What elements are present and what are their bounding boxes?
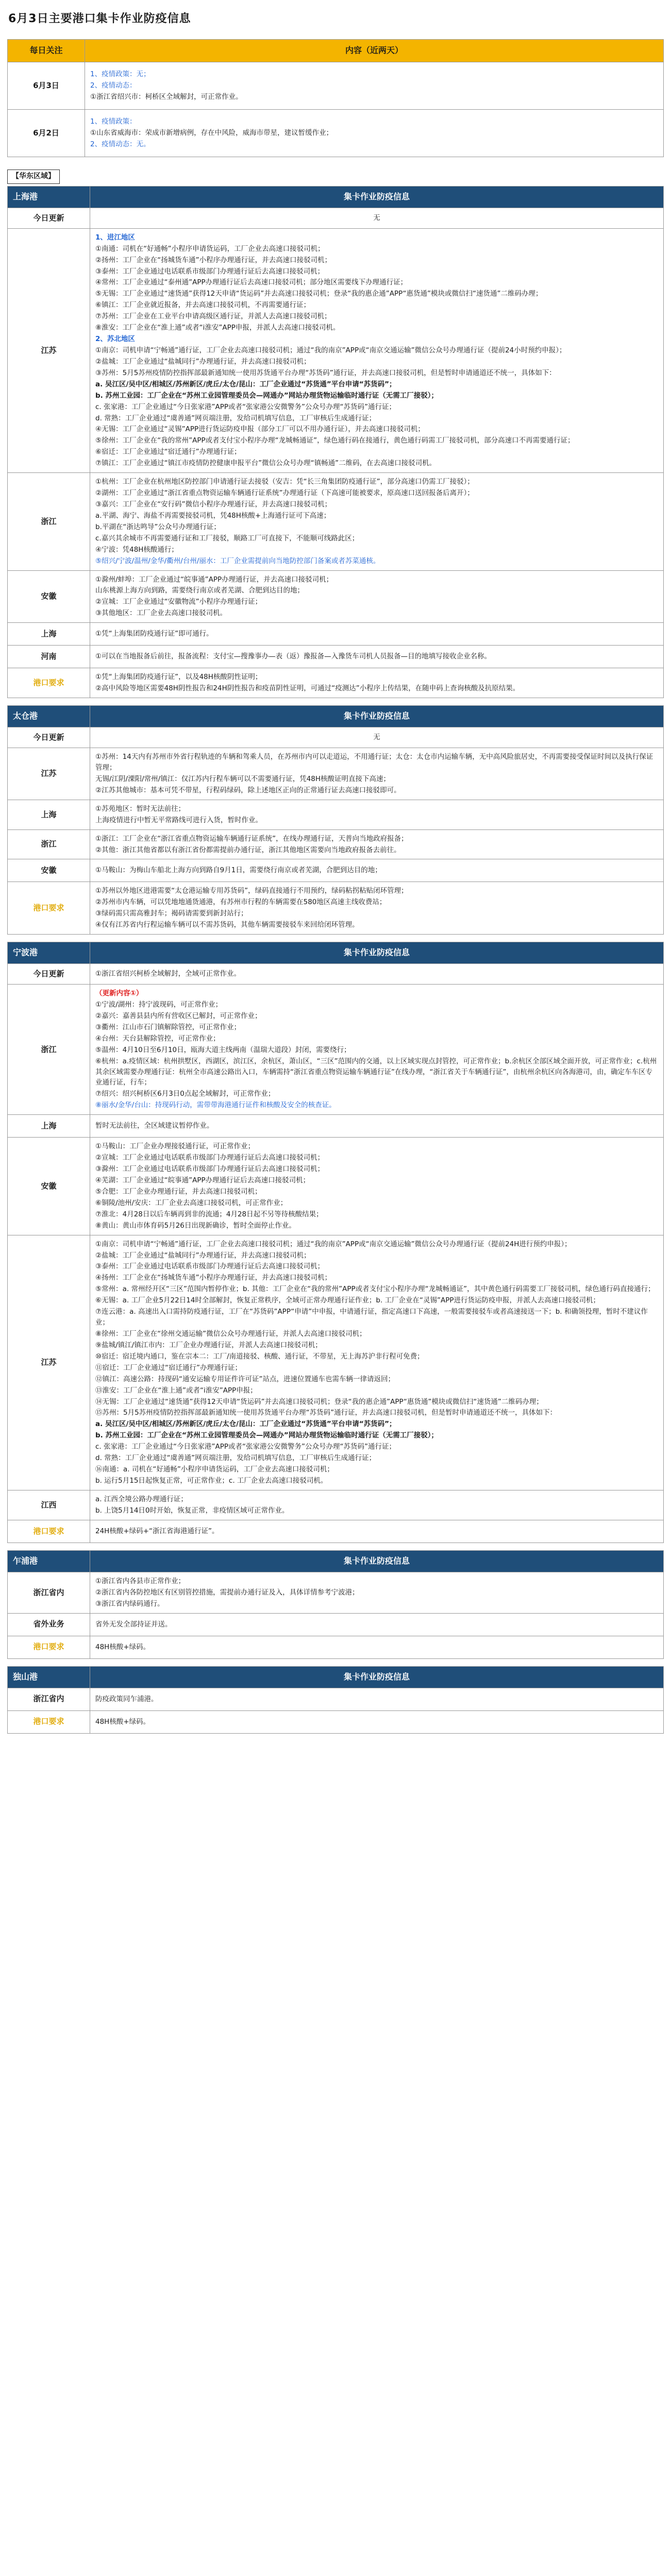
- group-line: ⑧丽水/金华/台山：持现码行动，需带带海港通行证件和核酸及安全的核查证。: [95, 1101, 336, 1110]
- group-line: ④无锡：工厂企业通过“灵锡”APP进行货运防疫申报（部分工厂可以不用办通行证），并去高速口接驳司机；: [95, 425, 425, 434]
- group-line: ④扬州：工厂企业在“扬城货车通”小程序办理通行证，并去高速口接驳司机；: [95, 1274, 332, 1282]
- group-line: ①苏州：14天内有苏州市外省行程轨迹的车辆和驾乘人员，在苏州市内可以走道运，不用通行证；太仓：太仓市内运输车辆，无中高风险旅居史，不再需要接受保证时间以及执行保证管理；: [95, 753, 653, 772]
- group-line: ⑬淮安：工厂企业在“淮上通”或者“i淮安”APP申报；: [95, 1386, 257, 1395]
- group-label: 安徽: [8, 570, 90, 623]
- group-label: 上海: [8, 800, 90, 829]
- group-label: 上海: [8, 623, 90, 646]
- group-label: 港口要求: [8, 1710, 90, 1733]
- group-label: 江苏: [8, 1235, 90, 1490]
- group-line: a. 吴江区/吴中区/相城区/苏州新区/虎丘/太仓/昆山：工厂企业通过“苏货通”平台申请“苏货码”；: [95, 380, 396, 388]
- port-header: 集卡作业防疫信息: [90, 1666, 664, 1688]
- summary-date: 6月2日: [8, 110, 85, 157]
- group-line: ①杭州：工厂企业在杭州地区防控部门申请通行证去接驳（安吉：凭“长三角集团防疫通行证”，部分高速口仍需工厂接驳）；: [95, 478, 474, 486]
- group-line: ①浙江省内各县市正常作业；: [95, 1577, 186, 1585]
- group-line: ⑯南通：a. 司机在“好通畅”小程序申请货运码，工厂企业去高速口接驳司机；: [95, 1465, 334, 1474]
- group-line: ①马鞍山：为梅山车船北上海方向到路自9月1日，需要绕行南京或者芜湖，合肥到达目的地；: [95, 866, 382, 875]
- group-content: [90, 829, 664, 859]
- dushan-port-table: [7, 1666, 664, 1734]
- group-line: ③浙江省内绿码通行。: [95, 1599, 164, 1608]
- group-line: ②嘉兴：嘉善县县内所有营收区已解封，可正常作业；: [95, 1011, 262, 1020]
- group-label: 港口要求: [8, 668, 90, 698]
- port-header: 集卡作业防疫信息: [90, 942, 664, 964]
- group-line: ②其他：浙江其他省都以有浙江省份都需提前办通行证，浙江其他地区需要向当地政府报备去前往。: [95, 845, 401, 854]
- group-line: ⑤无锡：工厂企业通过“速货通”获得12天申请“货运码”并去高速口接驳司机；登录“我的惠企通”APP“惠货通”模块或微信扫“速货通”二维码办理；: [95, 290, 543, 298]
- group-content: [90, 1235, 664, 1490]
- group-line: ⑮苏州：5月5苏州疫情防控指挥部最新通知统一使用苏货通平台办理“苏货码”通行证，并去高速口接驳司机，但是暂时申请通道还不统一，具体如下：: [95, 1409, 557, 1417]
- group-content: [90, 859, 664, 882]
- group-line: ⑧徐州：工厂企业在“徐州交通运输”微信公众号办理通行证，并派人去高速口接驳司机；: [95, 1330, 366, 1338]
- group-line: ①凭“上海集团防疫通行证”，以及48H核酸阴性证明；: [95, 673, 262, 682]
- group-line: ⑤合肥：工厂企业办理通行证，并去高速口接驳司机；: [95, 1187, 262, 1196]
- today-update-label: 今日更新: [8, 964, 90, 985]
- group-label: 港口要求: [8, 882, 90, 935]
- group-line: ④芜湖：工厂企业通过“皖事通”APP办理通行证后去高速口接驳司机；: [95, 1176, 310, 1185]
- group-line: ③泰州：工厂企业通过电话联系市级部门办理通行证后去高速口接驳司机；: [95, 267, 325, 276]
- group-line: 24H核酸+绿码+“浙江省海港通行证”。: [95, 1527, 219, 1535]
- group-line: ①苏苑地区：暂时无法前往；: [95, 804, 186, 813]
- group-line: 48H核酸+绿码。: [95, 1642, 150, 1651]
- group-line: ⑥宿迁：工厂企业通过“宿迁通行”办理通行证；: [95, 448, 241, 456]
- group-line: ①凭“上海集团防疫通行证”即可通行。: [95, 630, 213, 638]
- group-line: ②扬州：工厂企业在“扬城货车通”小程序办理通行证，并去高速口接驳司机；: [95, 256, 332, 264]
- group-content: [90, 570, 664, 623]
- summary-line: 2、疫情动态：: [90, 81, 137, 90]
- group-line: ④常州：工厂企业通过“泰州通”APP办理通行证后去高速口接驳司机；部分地区需要线下办理通行证；: [95, 278, 408, 287]
- group-label: 安徽: [8, 859, 90, 882]
- summary-date: 6月3日: [8, 62, 85, 110]
- group-line: ①滁州/蚌埠：工厂企业通过“皖事通”APP办理通行证，并去高速口接驳司机；: [95, 575, 333, 584]
- group-line: 山东桃源上海方向到路，需要绕行南京或者芜湖、合肥到达目的地；: [95, 586, 304, 595]
- group-line: 1、进江地区: [95, 233, 135, 242]
- group-line: ⑤常州：a. 常州经开区“三区”范围内暂停作业；b. 其他：工厂企业在“我的常州”APP或者支付宝小程序办理“龙城畅通证”，其中黄色通行码需要工厂接驳司机，绿色通行码直接通行；: [95, 1285, 655, 1294]
- port-name: 乍浦港: [8, 1550, 90, 1572]
- group-line: ⑨盐城/镇江/镇江市内：工厂企业办理通行证，并派人去高速口接驳司机；: [95, 1341, 322, 1349]
- group-label: 浙江: [8, 473, 90, 570]
- summary-line: 2、疫情动态：无。: [90, 140, 150, 149]
- group-line: ③滁州：工厂企业通过电话联系市级部门办理通行证后去高速口接驳司机；: [95, 1165, 325, 1174]
- group-label: 河南: [8, 646, 90, 668]
- group-line: 无锡/江阴/溧阳/常州/镇江：仅江苏内行程车辆可以不需要通行证，凭48H核酸证明直接下高速；: [95, 774, 391, 783]
- group-line: 2、苏北地区: [95, 335, 135, 344]
- group-line: ⑤徐州：工厂企业在“我的常州”APP或者支付宝小程序办理“龙城畅通证”，绿色通行码在接通行，黄色通行码需工厂接驳司机，部分高速口不再需要通行证；: [95, 436, 575, 445]
- today-update-value: 无: [90, 727, 664, 748]
- group-line: ②湖州：工厂企业通过“浙江省重点物资运输车辆通行证系统”办理通行证（下高速可能被要求，原高速口送回报备后离开）；: [95, 489, 474, 498]
- group-line: ⑥镇江：工厂企业就近报备，并去高速口接驳司机，不再需要通行证；: [95, 301, 311, 310]
- group-line: 省外无发全部持证并送。: [95, 1620, 172, 1629]
- group-label: 上海: [8, 1115, 90, 1138]
- group-line: ②江苏其他城市：基本可凭不带星，行程码绿码，除上述地区正向的正常通行证去高速口接驳即可。: [95, 786, 401, 794]
- zhapu-port-table: [7, 1550, 664, 1659]
- group-label: 浙江: [8, 829, 90, 859]
- group-content: [90, 646, 664, 668]
- group-line: c. 张家港：工厂企业通过“今日张家港”APP或者“张家港公安微警务”公众号办理“苏货码”通行证；: [95, 402, 396, 411]
- header-content: 内容（近两天）: [85, 40, 664, 62]
- group-content: [90, 1520, 664, 1543]
- group-content: [90, 228, 664, 472]
- group-line: ①南京：司机申请“宁畅通”通行证，工厂企业去高速口接驳司机；通过“我的南京”APP或“南京交通运输”微信公众号办理通行证（提前24小时预约申报）；: [95, 346, 566, 354]
- group-label: 江苏: [8, 748, 90, 800]
- group-content: [90, 473, 664, 570]
- group-line: ⑤绍兴/宁波/温州/金华/衢州/台州/丽水：工厂企业需提前向当地防控部门备案或者苏菜通核。: [95, 556, 380, 565]
- group-content: [90, 748, 664, 800]
- group-label: 浙江省内: [8, 1688, 90, 1710]
- port-header: 集卡作业防疫信息: [90, 706, 664, 727]
- summary-line: ①浙江省绍兴市：柯桥区全域解封，可正常作业。: [90, 93, 243, 101]
- group-line: ①马鞍山：工厂企业办理接驳通行证，可正常作业；: [95, 1142, 255, 1151]
- group-line: a. 吴江区/吴中区/相城区/苏州新区/虎丘/太仓/昆山：工厂企业通过“苏货通”平台申请“苏货码”；: [95, 1420, 396, 1429]
- group-content: [90, 882, 664, 935]
- summary-line: 1、疫情政策：: [90, 117, 137, 126]
- group-line: 48H核酸+绿码。: [95, 1717, 150, 1726]
- group-line: 上海疫情进行中暂无平常路线可进行入货，暂时作业。: [95, 816, 262, 824]
- today-update-label: 今日更新: [8, 727, 90, 748]
- group-line: （更新内容①）: [95, 989, 143, 998]
- today-update-label: 今日更新: [8, 208, 90, 228]
- group-line: ⑥铜陵/池州/安庆：工厂企业去高速口接驳司机，可正常作业；: [95, 1198, 288, 1207]
- group-line: a.平湖、海宁、海盐不再需要接驳司机，凭48H核酸+上海通行证可下高速；: [95, 511, 331, 520]
- group-label: 江苏: [8, 228, 90, 472]
- group-line: b.平湖在“浙达鸣导”公众号办理通行证；: [95, 522, 221, 531]
- group-line: ⑧黄山：黄山市体育码5月26日出现新确诊，暂时全面停止作业。: [95, 1221, 296, 1230]
- group-line: ①苏州以外地区进港需要“太仓港运输专用苏货码”，绿码直接通行不用预约，绿码粘拐粘贴闭环管理；: [95, 887, 408, 895]
- group-line: b. 运行5月15日起恢复正常，可正常作业；c. 工厂企业去高速口接驳司机。: [95, 1476, 328, 1485]
- group-line: ⑥无锡：a. 工厂企业5月22日14时全部解封，恢复正常秩序，全域可正常办理通行证作业；b. 工厂企业在“灵锡”APP进行货运防疫申报，并派人去高速口接驳司机；: [95, 1296, 600, 1305]
- group-content: [90, 1115, 664, 1138]
- summary-line: ①山东省威海市：荣成市新增病例，存在中风险，威海市带星，建议暂缓作业；: [90, 129, 333, 138]
- group-line: ①浙江：工厂企业在“浙江省重点物资运输车辆通行证系统”，在线办理通行证，天普向当地政府报备；: [95, 834, 408, 843]
- region-tag-east: 【华东区域】: [7, 170, 60, 184]
- group-line: ②浙江省内各防控地区有区别管控措施，需提前办通行证及入，具体详情参考宁波港；: [95, 1588, 359, 1597]
- group-line: ⑫镇江：高速公路：持现码“通安运输专用证件许可证”站点，进速位置通车也需车辆一律请返回；: [95, 1375, 395, 1383]
- group-line: ⑭无锡：工厂企业通过“速货通”获得12天申请“货运码”并去高速口接驳司机；登录“我的惠企通”APP“惠货通”模块或微信扫“速货通”二维码办理；: [95, 1397, 543, 1406]
- ports-container: [7, 186, 664, 1734]
- taicang-port-table: [7, 705, 664, 935]
- group-line: ①宁波/湖州：持宁波现码，可正常作业；: [95, 1001, 223, 1009]
- group-line: ⑦苏州：工厂企业在工业平台申请高级区通行证，并派人去高速口接驳司机；: [95, 312, 331, 321]
- today-update-value: ①浙江省绍兴柯桥全域解封，全域可正常作业。: [90, 964, 664, 985]
- top-summary-table: [7, 39, 664, 157]
- group-line: ③苏州：5月5苏州疫情防控指挥部最新通知统一使用苏货通平台办理“苏货码”通行证，并去高速口接驳司机，但是暂时申请通道还不统一，具体如下：: [95, 368, 556, 377]
- group-content: [90, 800, 664, 829]
- group-content: [90, 985, 664, 1115]
- group-content: [90, 1490, 664, 1520]
- page-title: 6月3日主要港口集卡作业防疫信息: [8, 12, 191, 25]
- shanghai-port-table: [7, 186, 664, 698]
- group-content: [90, 623, 664, 646]
- group-line: ⑥杭州：a.疫情区域：杭州拱墅区，西湖区，滨江区，余杭区，萧山区，“三区”范围内的交通，以上区域实现点封管控，可正常作业；b.余杭区全部区域全面开放，可正常作业；c.杭州其余区域需要办理通行证：杭州全市高速公路出入口，车辆需持“浙江省重点物资运输车辆通行证”在线办理，“浙江省关于车辆通行证”，由杭州余杭区向各海港司，由，确定车车区专业通行证，行车；: [95, 1057, 657, 1087]
- summary-content: [85, 110, 664, 157]
- group-line: ③泰州：工厂企业通过电话联系市级部门办理通行证后去高速口接驳司机；: [95, 1262, 325, 1271]
- group-content: [90, 1138, 664, 1235]
- group-line: ⑦绍兴：绍兴柯桥区6月3日0点起全域解封，可正常作业；: [95, 1090, 275, 1098]
- group-line: b. 苏州工业园：工厂企业在“苏州工业园管理委员会—网通办”网站办理货物运输临时通行证（无需工厂接驳）；: [95, 1431, 438, 1440]
- port-name: 独山港: [8, 1666, 90, 1688]
- group-line: ④仅有江苏省内行程运输车辆可以不需苏货码，其他车辆需要接驳车来回给闭环管理。: [95, 921, 359, 929]
- group-line: ②盐城：工厂企业通过“盐城同行”办理通行证，并去高速口接驳司机；: [95, 1251, 311, 1260]
- group-content: [90, 1710, 664, 1733]
- group-line: 暂时无法前往，全区域建议暂停作业。: [95, 1122, 214, 1130]
- group-label: 浙江省内: [8, 1572, 90, 1613]
- group-line: ④台州：天台县解除管控，可正常作业；: [95, 1034, 220, 1043]
- group-content: [90, 1572, 664, 1613]
- today-update-value: 无: [90, 208, 664, 228]
- group-line: ②宣城：工厂企业通过电话联系市级部门办理通行证后去高速口接驳司机；: [95, 1154, 325, 1162]
- summary-content: [85, 62, 664, 110]
- port-name: 太仓港: [8, 706, 90, 727]
- group-line: ①南京：司机申请“宁畅通”通行证，工厂企业去高速口接驳司机；通过“我的南京”APP或“南京交通运输”微信公众号办理通行证（提前24H进行预约申报）；: [95, 1240, 572, 1248]
- group-label: 港口要求: [8, 1520, 90, 1543]
- group-line: ⑦连云港：a. 高速出入口需持防疫通行证，工厂在“苏货码”APP“申请”中申报，中请通行证，指定高速口下高速，一般需要接驳车或者高速接送一下；b. 和确领投理，暂时不建议作业；: [95, 1308, 648, 1327]
- group-content: [90, 1688, 664, 1710]
- group-content: [90, 1613, 664, 1636]
- port-name: 上海港: [8, 186, 90, 208]
- group-line: ⑦淮北：4月28日以后车辆再到非的流通；4月28日起不另等待核酸结果；: [95, 1210, 323, 1218]
- group-line: ②宣城：工厂企业通过“安徽物流”小程序办理通行证；: [95, 598, 262, 606]
- group-line: ⑤温州：4月10日至6月10日，瓯海大道主线两南（温瑞大道段）封闭，需要绕行；: [95, 1045, 351, 1054]
- group-line: ③嘉兴：工厂企业在“安行码”微信小程序办理通行证，并去高速口接驳司机；: [95, 500, 332, 509]
- group-label: 省外业务: [8, 1613, 90, 1636]
- group-label: 港口要求: [8, 1636, 90, 1658]
- group-line: d. 常熟：工厂企业通过“虞善通”网页端注册，发给司机填写信息，工厂审核后生成通行证；: [95, 414, 376, 422]
- ningbo-port-table: [7, 942, 664, 1543]
- group-line: 防疫政策同乍浦港。: [95, 1694, 158, 1703]
- port-header: 集卡作业防疫信息: [90, 1550, 664, 1572]
- group-content: [90, 1636, 664, 1658]
- group-line: ②苏州市内车辆，可以凭地地通货通港，有苏州市行程的车辆需要在580地区高速主线收费站；: [95, 898, 387, 907]
- group-line: ⑪宿迁：工厂企业通过“宿迁通行”办理通行证；: [95, 1363, 242, 1372]
- group-label: 安徽: [8, 1138, 90, 1235]
- group-label: 浙江: [8, 985, 90, 1115]
- summary-line: 1、疫情政策：无；: [90, 70, 150, 79]
- group-line: ⑧淮安：工厂企业在“淮上通”或者“i淮安”APP申报，并派人去高速口接驳司机。: [95, 324, 340, 332]
- group-line: ③绿码需只需高雅封车；褐码请需要到新封站行；: [95, 909, 248, 918]
- group-line: b. 上饶5月14日0时开始，恢复正常，非疫情区域可正常作业。: [95, 1506, 289, 1515]
- group-line: ③衢州：江山市石门镇解除管控，可正常作业；: [95, 1023, 241, 1031]
- header-daily-focus: 每日关注: [8, 40, 85, 62]
- group-line: ③其他地区：工厂企业去高速口接驳司机。: [95, 609, 227, 618]
- group-content: [90, 668, 664, 698]
- group-line: c. 张家港：工厂企业通过“今日张家港”APP或者“张家港公安微警务”公众号办理“苏货码”通行证；: [95, 1443, 396, 1451]
- group-line: ⑩宿迁：宿迁境内通口，鉴在宗本二：工厂/南道接驳、核酸、通行证，不带星，无上海苏沪非行程可免费；: [95, 1352, 424, 1361]
- group-line: ①可以在当地报备后前往，报备流程：支付宝—搜豫事办—表（返）豫报备—入豫货车司机人员报备—目的地填写接收企业名称。: [95, 652, 492, 661]
- group-line: c.嘉兴其余城市不再需要通行证和工厂接驳，顺路工厂可直接下，不能顺可线路此区；: [95, 534, 359, 543]
- port-header: 集卡作业防疫信息: [90, 186, 664, 208]
- group-label: 江西: [8, 1490, 90, 1520]
- group-line: ⑦镇江：工厂企业通过“镇江市疫情防控健康申报平台”微信公众号办理“镇畅通”二维码，在去高速口接驳司机。: [95, 459, 437, 468]
- group-line: a. 江西全境公路办理通行证；: [95, 1495, 188, 1503]
- group-line: ②盐城：工厂企业通过“盐城同行”办理通行证，并去高速口接驳司机；: [95, 357, 311, 366]
- port-name: 宁波港: [8, 942, 90, 964]
- group-line: ④宁波：凭48H核酸通行；: [95, 545, 178, 554]
- group-line: d. 常熟：工厂企业通过“虞善通”网页端注册，发给司机填写信息，工厂审核后生成通行证；: [95, 1454, 376, 1463]
- group-line: ①南通：司机在“好通畅”小程序申请货运码，工厂企业去高速口接驳司机；: [95, 244, 325, 253]
- group-line: ②高中风险等地区需要48H阴性报告和24H阴性报告和疫苗阴性证明，可通过“疫测达”小程序上传结果，在随申码上查询核酸及抗原结果。: [95, 684, 520, 693]
- group-line: b. 苏州工业园：工厂企业在“苏州工业园管理委员会—网通办”网站办理货物运输临时通行证（无需工厂接驳）；: [95, 391, 438, 400]
